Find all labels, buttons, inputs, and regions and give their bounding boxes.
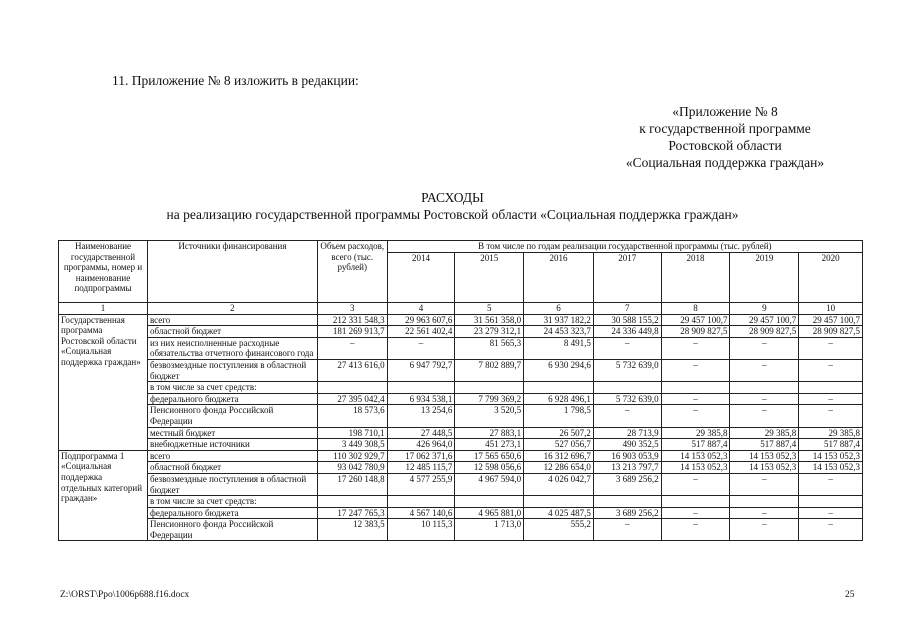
year-value-cell: 517 887,4 bbox=[730, 439, 799, 451]
total-cell: 12 383,5 bbox=[317, 519, 387, 541]
year-value-cell: 14 153 052,3 bbox=[661, 450, 730, 462]
header-year: 2015 bbox=[455, 253, 524, 303]
year-value-cell: 28 909 827,5 bbox=[730, 326, 799, 338]
total-cell: 198 710,1 bbox=[317, 427, 387, 439]
year-value-cell: – bbox=[593, 337, 661, 359]
total-cell: 93 042 780,9 bbox=[317, 462, 387, 474]
year-value-cell: 14 153 052,3 bbox=[799, 450, 863, 462]
year-value-cell: 16 312 696,7 bbox=[524, 450, 594, 462]
source-cell: местный бюджет bbox=[147, 427, 317, 439]
index-cell: 7 bbox=[593, 303, 661, 315]
year-value-cell: 12 485 115,7 bbox=[387, 462, 455, 474]
year-value-cell: – bbox=[799, 519, 863, 541]
year-value-cell: – bbox=[730, 337, 799, 359]
year-value-cell bbox=[524, 496, 594, 508]
source-cell: федерального бюджета bbox=[147, 393, 317, 405]
total-cell: 212 331 548,3 bbox=[317, 314, 387, 326]
table-row bbox=[59, 462, 863, 474]
year-value-cell bbox=[524, 382, 594, 394]
year-value-cell: 12 286 654,0 bbox=[524, 462, 594, 474]
year-value-cell: – bbox=[387, 337, 455, 359]
program-name-cell: Подпрограмма 1 «Социальная поддержка отдельных категорий граждан» bbox=[59, 450, 148, 541]
year-value-cell: 1 798,5 bbox=[524, 405, 594, 427]
total-cell: 18 573,6 bbox=[317, 405, 387, 427]
year-value-cell: 517 887,4 bbox=[799, 439, 863, 451]
year-value-cell: 16 903 053,9 bbox=[593, 450, 661, 462]
year-value-cell: 4 965 881,0 bbox=[455, 507, 524, 519]
year-value-cell: 7 802 889,7 bbox=[455, 359, 524, 381]
header-total: Объем расходов, всего (тыс. рублей) bbox=[317, 241, 387, 303]
total-cell bbox=[317, 382, 387, 394]
year-value-cell: 29 385,8 bbox=[799, 427, 863, 439]
year-value-cell bbox=[730, 496, 799, 508]
year-value-cell: 14 153 052,3 bbox=[661, 462, 730, 474]
year-value-cell: – bbox=[661, 337, 730, 359]
year-value-cell: 1 713,0 bbox=[455, 519, 524, 541]
year-value-cell: – bbox=[661, 359, 730, 381]
year-value-cell: – bbox=[799, 405, 863, 427]
source-cell: областной бюджет bbox=[147, 326, 317, 338]
year-value-cell: 24 453 323,7 bbox=[524, 326, 594, 338]
paragraph-text: 11. Приложение № 8 изложить в редакции: bbox=[112, 73, 359, 88]
total-cell: 181 269 913,7 bbox=[317, 326, 387, 338]
year-value-cell: 29 457 100,7 bbox=[661, 314, 730, 326]
year-value-cell: 14 153 052,3 bbox=[730, 450, 799, 462]
header-years-group: В том числе по годам реализации государственной программы (тыс. рублей) bbox=[387, 241, 862, 253]
table-row bbox=[59, 473, 863, 495]
year-value-cell: – bbox=[730, 405, 799, 427]
index-cell: 4 bbox=[387, 303, 455, 315]
year-value-cell: 6 934 538,1 bbox=[387, 393, 455, 405]
year-value-cell: 12 598 056,6 bbox=[455, 462, 524, 474]
year-value-cell bbox=[661, 496, 730, 508]
year-value-cell bbox=[387, 382, 455, 394]
table-row bbox=[59, 359, 863, 381]
source-cell: в том числе за счет средств: bbox=[147, 382, 317, 394]
year-value-cell: – bbox=[730, 473, 799, 495]
appendix-header bbox=[560, 103, 890, 171]
year-value-cell: 527 056,7 bbox=[524, 439, 594, 451]
source-cell: безвозмездные поступления в областной бюджет bbox=[147, 473, 317, 495]
year-value-cell: – bbox=[799, 473, 863, 495]
index-row bbox=[59, 303, 863, 315]
year-value-cell: 7 799 369,2 bbox=[455, 393, 524, 405]
year-value-cell: 17 062 371,6 bbox=[387, 450, 455, 462]
year-value-cell: 3 689 256,2 bbox=[593, 507, 661, 519]
year-value-cell: – bbox=[661, 519, 730, 541]
index-cell: 8 bbox=[661, 303, 730, 315]
source-cell: Пенсионного фонда Российской Федерации bbox=[147, 519, 317, 541]
year-value-cell: 24 336 449,8 bbox=[593, 326, 661, 338]
year-value-cell: 31 937 182,2 bbox=[524, 314, 594, 326]
year-value-cell: – bbox=[593, 519, 661, 541]
year-value-cell: 4 967 594,0 bbox=[455, 473, 524, 495]
source-cell: федерального бюджета bbox=[147, 507, 317, 519]
header-name: Наименование государственной программы, номер и наименование подпрограммы bbox=[59, 241, 148, 303]
year-value-cell: 27 883,1 bbox=[455, 427, 524, 439]
table-row bbox=[59, 519, 863, 541]
year-value-cell bbox=[593, 496, 661, 508]
year-value-cell: – bbox=[730, 519, 799, 541]
year-value-cell: 23 279 312,1 bbox=[455, 326, 524, 338]
year-value-cell: – bbox=[661, 393, 730, 405]
year-value-cell: – bbox=[799, 393, 863, 405]
year-value-cell bbox=[455, 496, 524, 508]
year-value-cell: – bbox=[661, 473, 730, 495]
source-cell: в том числе за счет средств: bbox=[147, 496, 317, 508]
year-value-cell: 29 457 100,7 bbox=[730, 314, 799, 326]
source-cell: областной бюджет bbox=[147, 462, 317, 474]
table-row bbox=[59, 405, 863, 427]
year-value-cell: 29 385,8 bbox=[730, 427, 799, 439]
year-value-cell: – bbox=[661, 507, 730, 519]
year-value-cell: 517 887,4 bbox=[661, 439, 730, 451]
year-value-cell: 6 947 792,7 bbox=[387, 359, 455, 381]
total-cell: 17 260 148,8 bbox=[317, 473, 387, 495]
year-value-cell: – bbox=[730, 507, 799, 519]
year-value-cell: 13 213 797,7 bbox=[593, 462, 661, 474]
total-cell: 110 302 929,7 bbox=[317, 450, 387, 462]
source-cell: всего bbox=[147, 450, 317, 462]
year-value-cell: 27 448,5 bbox=[387, 427, 455, 439]
year-value-cell: 4 577 255,9 bbox=[387, 473, 455, 495]
year-value-cell: 14 153 052,3 bbox=[730, 462, 799, 474]
year-value-cell bbox=[593, 382, 661, 394]
total-cell: 17 247 765,3 bbox=[317, 507, 387, 519]
source-cell: безвозмездные поступления в областной бюджет bbox=[147, 359, 317, 381]
year-value-cell: 29 385,8 bbox=[661, 427, 730, 439]
table-row bbox=[59, 450, 863, 462]
year-value-cell bbox=[799, 496, 863, 508]
table-row bbox=[59, 382, 863, 394]
index-cell: 9 bbox=[730, 303, 799, 315]
year-value-cell: – bbox=[730, 359, 799, 381]
year-value-cell bbox=[455, 382, 524, 394]
table-row bbox=[59, 439, 863, 451]
index-cell: 5 bbox=[455, 303, 524, 315]
year-value-cell: 28 713,9 bbox=[593, 427, 661, 439]
document-title bbox=[0, 189, 905, 223]
table-row bbox=[59, 337, 863, 359]
year-value-cell bbox=[730, 382, 799, 394]
header-year: 2017 bbox=[593, 253, 661, 303]
header-year: 2019 bbox=[730, 253, 799, 303]
year-value-cell: 555,2 bbox=[524, 519, 594, 541]
index-cell: 6 bbox=[524, 303, 594, 315]
year-value-cell bbox=[799, 382, 863, 394]
year-value-cell: 4 567 140,6 bbox=[387, 507, 455, 519]
expenses-table bbox=[58, 240, 863, 541]
total-cell: 27 413 616,0 bbox=[317, 359, 387, 381]
header-source: Источники финансирования bbox=[147, 241, 317, 303]
table-row bbox=[59, 427, 863, 439]
subtitle-line: на реализацию государственной программы Ростовской области «Социальная поддержка граждан» bbox=[166, 207, 739, 222]
year-value-cell: 30 588 155,2 bbox=[593, 314, 661, 326]
year-value-cell: 5 732 639,0 bbox=[593, 393, 661, 405]
program-name-cell: Государственная программа Ростовской области «Социальная поддержка граждан» bbox=[59, 314, 148, 450]
year-value-cell: 29 457 100,7 bbox=[799, 314, 863, 326]
table-row bbox=[59, 314, 863, 326]
year-value-cell: 31 561 358,0 bbox=[455, 314, 524, 326]
table-row bbox=[59, 326, 863, 338]
year-value-cell bbox=[661, 382, 730, 394]
year-value-cell: 490 352,5 bbox=[593, 439, 661, 451]
header-year: 2014 bbox=[387, 253, 455, 303]
source-cell: внебюджетные источники bbox=[147, 439, 317, 451]
index-cell: 3 bbox=[317, 303, 387, 315]
header-year: 2016 bbox=[524, 253, 594, 303]
year-value-cell: 451 273,1 bbox=[455, 439, 524, 451]
year-value-cell bbox=[387, 496, 455, 508]
source-cell: Пенсионного фонда Российской Федерации bbox=[147, 405, 317, 427]
year-value-cell: 13 254,6 bbox=[387, 405, 455, 427]
index-cell: 10 bbox=[799, 303, 863, 315]
year-value-cell: – bbox=[661, 405, 730, 427]
year-value-cell: 26 507,2 bbox=[524, 427, 594, 439]
year-value-cell: 14 153 052,3 bbox=[799, 462, 863, 474]
year-value-cell: 5 732 639,0 bbox=[593, 359, 661, 381]
year-value-cell: 6 928 496,1 bbox=[524, 393, 594, 405]
appendix-line: к государственной программе bbox=[639, 121, 811, 136]
year-value-cell: 3 520,5 bbox=[455, 405, 524, 427]
footer-file-path: Z:\ORST\Ppo\1006p688.f16.docx bbox=[60, 590, 190, 600]
year-value-cell: 426 964,0 bbox=[387, 439, 455, 451]
total-cell: – bbox=[317, 337, 387, 359]
year-value-cell: 6 930 294,6 bbox=[524, 359, 594, 381]
total-cell: 27 395 042,4 bbox=[317, 393, 387, 405]
total-cell: 3 449 308,5 bbox=[317, 439, 387, 451]
year-value-cell: 4 025 487,5 bbox=[524, 507, 594, 519]
header-year: 2018 bbox=[661, 253, 730, 303]
appendix-line: «Приложение № 8 bbox=[672, 104, 778, 119]
appendix-line: «Социальная поддержка граждан» bbox=[625, 155, 825, 170]
header-year: 2020 bbox=[799, 253, 863, 303]
index-cell: 1 bbox=[59, 303, 148, 315]
source-cell: из них неисполненные расходные обязательства отчетного финансового года bbox=[147, 337, 317, 359]
year-value-cell: 4 026 042,7 bbox=[524, 473, 594, 495]
footer-page-number: 25 bbox=[845, 590, 855, 600]
table-row bbox=[59, 507, 863, 519]
year-value-cell: 28 909 827,5 bbox=[799, 326, 863, 338]
table-row bbox=[59, 393, 863, 405]
year-value-cell: 22 561 402,4 bbox=[387, 326, 455, 338]
year-value-cell: 17 565 650,6 bbox=[455, 450, 524, 462]
year-value-cell: – bbox=[799, 359, 863, 381]
year-value-cell: 10 115,3 bbox=[387, 519, 455, 541]
year-value-cell: 8 491,5 bbox=[524, 337, 594, 359]
source-cell: всего bbox=[147, 314, 317, 326]
year-value-cell: 29 963 607,6 bbox=[387, 314, 455, 326]
title-line: РАСХОДЫ bbox=[421, 190, 484, 205]
year-value-cell: 81 565,3 bbox=[455, 337, 524, 359]
table-row bbox=[59, 496, 863, 508]
appendix-line: Ростовской области bbox=[668, 138, 782, 153]
year-value-cell: – bbox=[593, 405, 661, 427]
year-value-cell: – bbox=[799, 507, 863, 519]
total-cell bbox=[317, 496, 387, 508]
year-value-cell: – bbox=[799, 337, 863, 359]
year-value-cell: 28 909 827,5 bbox=[661, 326, 730, 338]
index-cell: 2 bbox=[147, 303, 317, 315]
year-value-cell: – bbox=[730, 393, 799, 405]
year-value-cell: 3 689 256,2 bbox=[593, 473, 661, 495]
